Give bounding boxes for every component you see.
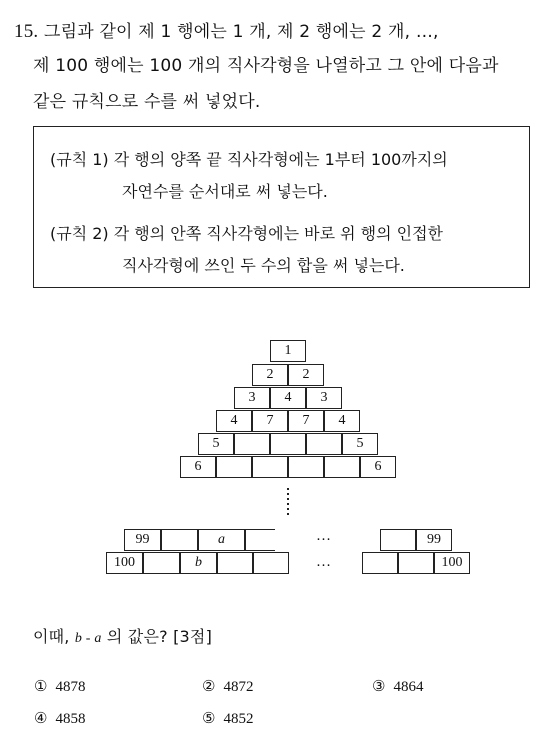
question-line-3: 같은 규칙으로 수를 써 넣었다. (33, 92, 261, 112)
cell-r3-c3: 3 (306, 387, 342, 409)
cell-r99-left-c2 (161, 529, 198, 551)
rule-1-line-a: (규칙 1) 각 행의 양쪽 끝 직사각형에는 1부터 100까지의 (50, 150, 448, 169)
choice-1-mark: ① (34, 679, 48, 695)
cell-r1-c1: 1 (270, 340, 306, 362)
cell-r5-c1: 5 (198, 433, 234, 455)
choice-3[interactable] (372, 677, 423, 696)
question-number: 15. (14, 21, 39, 42)
prompt-prefix: 이때, (33, 627, 75, 646)
choice-4-value: 4858 (55, 711, 86, 727)
cell-r6-c1: 6 (180, 456, 216, 478)
cell-r3-c2: 4 (270, 387, 306, 409)
cell-r6-c5 (324, 456, 360, 478)
cell-r100-right-c1 (362, 552, 398, 574)
cell-r6-c6: 6 (360, 456, 396, 478)
choice-2-value: 4872 (223, 679, 254, 695)
choice-4-mark: ④ (34, 711, 48, 727)
choice-1[interactable] (34, 677, 85, 696)
choice-1-value: 4878 (55, 679, 86, 695)
choice-5-value: 4852 (223, 711, 254, 727)
choice-3-mark: ③ (372, 679, 386, 695)
cell-r99-left-a: a (198, 529, 245, 551)
cell-r4-c2: 7 (252, 410, 288, 432)
cell-r99-right-99: 99 (416, 529, 452, 551)
question-line-2: 제 100 행에는 100 개의 직사각형을 나열하고 그 안에 다음과 (33, 56, 499, 76)
choice-5-mark: ⑤ (202, 711, 216, 727)
horizontal-ellipsis-top: … (316, 528, 332, 544)
choice-2-mark: ② (202, 679, 216, 695)
cell-r5-c3 (270, 433, 306, 455)
cell-r100-left-c5 (253, 552, 289, 574)
cell-r6-c4 (288, 456, 324, 478)
cell-r99-left-c1: 99 (124, 529, 161, 551)
cell-r100-left-b: b (180, 552, 217, 574)
choice-3-value: 4864 (393, 679, 424, 695)
cell-r100-right-100: 100 (434, 552, 470, 574)
cell-r2-c1: 2 (252, 364, 288, 386)
horizontal-ellipsis-bottom: … (316, 554, 332, 570)
question-line-1 (14, 17, 439, 43)
cell-r99-right-c0 (380, 529, 416, 551)
prompt-suffix: 의 값은? [3점] (106, 627, 213, 646)
vertical-ellipsis (286, 488, 290, 518)
rule-2-line-a: (규칙 2) 각 행의 안쪽 직사각형에는 바로 위 행의 인접한 (50, 224, 444, 243)
choice-2[interactable] (202, 677, 253, 696)
cell-r2-c2: 2 (288, 364, 324, 386)
cell-r5-c5: 5 (342, 433, 378, 455)
cell-r100-left-c4 (217, 552, 253, 574)
rule-1-line-b: 자연수를 순서대로 써 넣는다. (122, 182, 328, 201)
cell-r3-c1: 3 (234, 387, 270, 409)
cell-r99-left-c4 (245, 529, 275, 551)
cell-r6-c3 (252, 456, 288, 478)
prompt (33, 624, 212, 647)
cell-r4-c4: 4 (324, 410, 360, 432)
prompt-expression: b - a (74, 631, 102, 646)
cell-r100-left-c1: 100 (106, 552, 143, 574)
choice-5[interactable] (202, 709, 253, 728)
question-text-1: 그림과 같이 제 1 행에는 1 개, 제 2 행에는 2 개, …, (43, 22, 439, 42)
choice-4[interactable] (34, 709, 85, 728)
rules-box (33, 126, 530, 288)
cell-r6-c2 (216, 456, 252, 478)
cell-r4-c1: 4 (216, 410, 252, 432)
cell-r5-c2 (234, 433, 270, 455)
rule-2-line-b: 직사각형에 쓰인 두 수의 합을 써 넣는다. (122, 256, 405, 275)
cell-r5-c4 (306, 433, 342, 455)
cell-r4-c3: 7 (288, 410, 324, 432)
cell-r100-left-c2 (143, 552, 180, 574)
cell-r100-right-c2 (398, 552, 434, 574)
